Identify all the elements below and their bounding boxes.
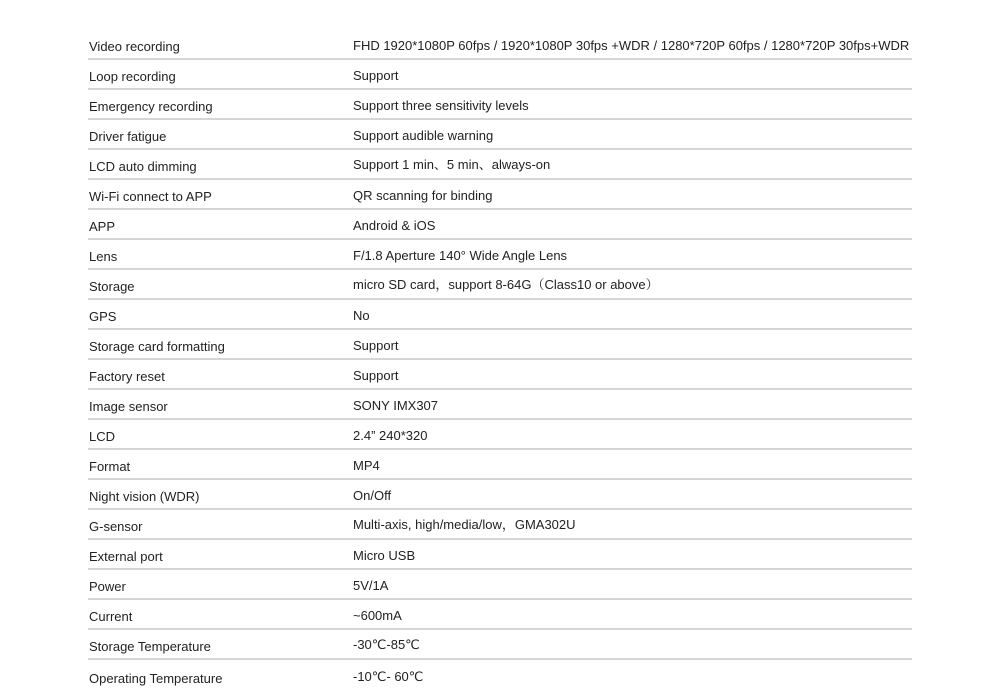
spec-value: Support (353, 68, 399, 83)
spec-label: Storage card formatting (89, 339, 225, 354)
spec-row-storage (88, 270, 912, 300)
spec-row-g-sensor (88, 510, 912, 540)
spec-value: Support (353, 338, 399, 353)
spec-row-format (88, 450, 912, 480)
spec-row-app (88, 210, 912, 240)
spec-value: ~600mA (353, 608, 402, 623)
spec-row-gps (88, 300, 912, 330)
spec-value: micro SD card，support 8-64G（Class10 or above） (353, 277, 659, 292)
spec-value: 2.4” 240*320 (353, 428, 428, 443)
spec-row-lens (88, 240, 912, 270)
spec-label: Factory reset (89, 369, 165, 384)
spec-row-current (88, 600, 912, 630)
spec-row-wifi-connect (88, 180, 912, 210)
spec-label: Emergency recording (89, 99, 213, 114)
spec-row-storage-temperature (88, 630, 912, 660)
spec-row-power (88, 570, 912, 600)
spec-label: LCD (89, 429, 116, 444)
spec-label: Lens (89, 249, 118, 264)
spec-value: Support (353, 368, 399, 383)
spec-row-storage-card-formatting (88, 330, 912, 360)
spec-row-emergency-recording (88, 90, 912, 120)
spec-value: FHD 1920*1080P 60fps / 1920*1080P 30fps +WDR / 1280*720P 60fps / 1280*720P 30fps+WDR (353, 38, 910, 53)
spec-label: Storage (89, 279, 135, 294)
spec-table (88, 30, 912, 690)
spec-label: Current (89, 609, 133, 624)
spec-label: Night vision (WDR) (89, 489, 200, 504)
spec-value: F/1.8 Aperture 140° Wide Angle Lens (353, 248, 568, 263)
spec-label: Image sensor (89, 399, 168, 414)
spec-row-image-sensor (88, 390, 912, 420)
spec-value: -10℃- 60℃ (353, 669, 424, 684)
spec-value: Micro USB (353, 548, 416, 563)
spec-label: GPS (89, 309, 117, 324)
spec-label: APP (89, 219, 116, 234)
spec-label: Driver fatigue (89, 129, 167, 144)
spec-value: 5V/1A (353, 578, 389, 593)
spec-value: Support three sensitivity levels (353, 98, 529, 113)
spec-label: Video recording (89, 39, 180, 54)
spec-row-night-vision (88, 480, 912, 510)
spec-value: No (353, 308, 370, 323)
spec-row-loop-recording (88, 60, 912, 90)
spec-value: QR scanning for binding (353, 188, 493, 203)
spec-label: Power (89, 579, 126, 594)
spec-label: LCD auto dimming (89, 159, 197, 174)
spec-row-factory-reset (88, 360, 912, 390)
spec-value: Support audible warning (353, 128, 494, 143)
spec-label: Wi-Fi connect to APP (89, 189, 212, 204)
spec-label: External port (89, 549, 163, 564)
spec-row-lcd (88, 420, 912, 450)
spec-value: On/Off (353, 488, 392, 503)
spec-row-operating-temperature (88, 660, 912, 690)
spec-label: Format (89, 459, 131, 474)
spec-value: Android & iOS (353, 218, 436, 233)
spec-label: G-sensor (89, 519, 143, 534)
spec-label: Loop recording (89, 69, 176, 84)
spec-label: Storage Temperature (89, 639, 211, 654)
spec-label: Operating Temperature (89, 671, 223, 686)
spec-value: Support 1 min、5 min、always-on (353, 157, 551, 172)
spec-row-external-port (88, 540, 912, 570)
spec-row-driver-fatigue (88, 120, 912, 150)
spec-row-video-recording (88, 30, 912, 60)
spec-row-lcd-auto-dimming (88, 150, 912, 180)
spec-value: SONY IMX307 (353, 398, 439, 413)
spec-value: MP4 (353, 458, 380, 473)
spec-value: -30℃-85℃ (353, 637, 420, 652)
spec-value: Multi-axis, high/media/low，GMA302U (353, 517, 576, 532)
